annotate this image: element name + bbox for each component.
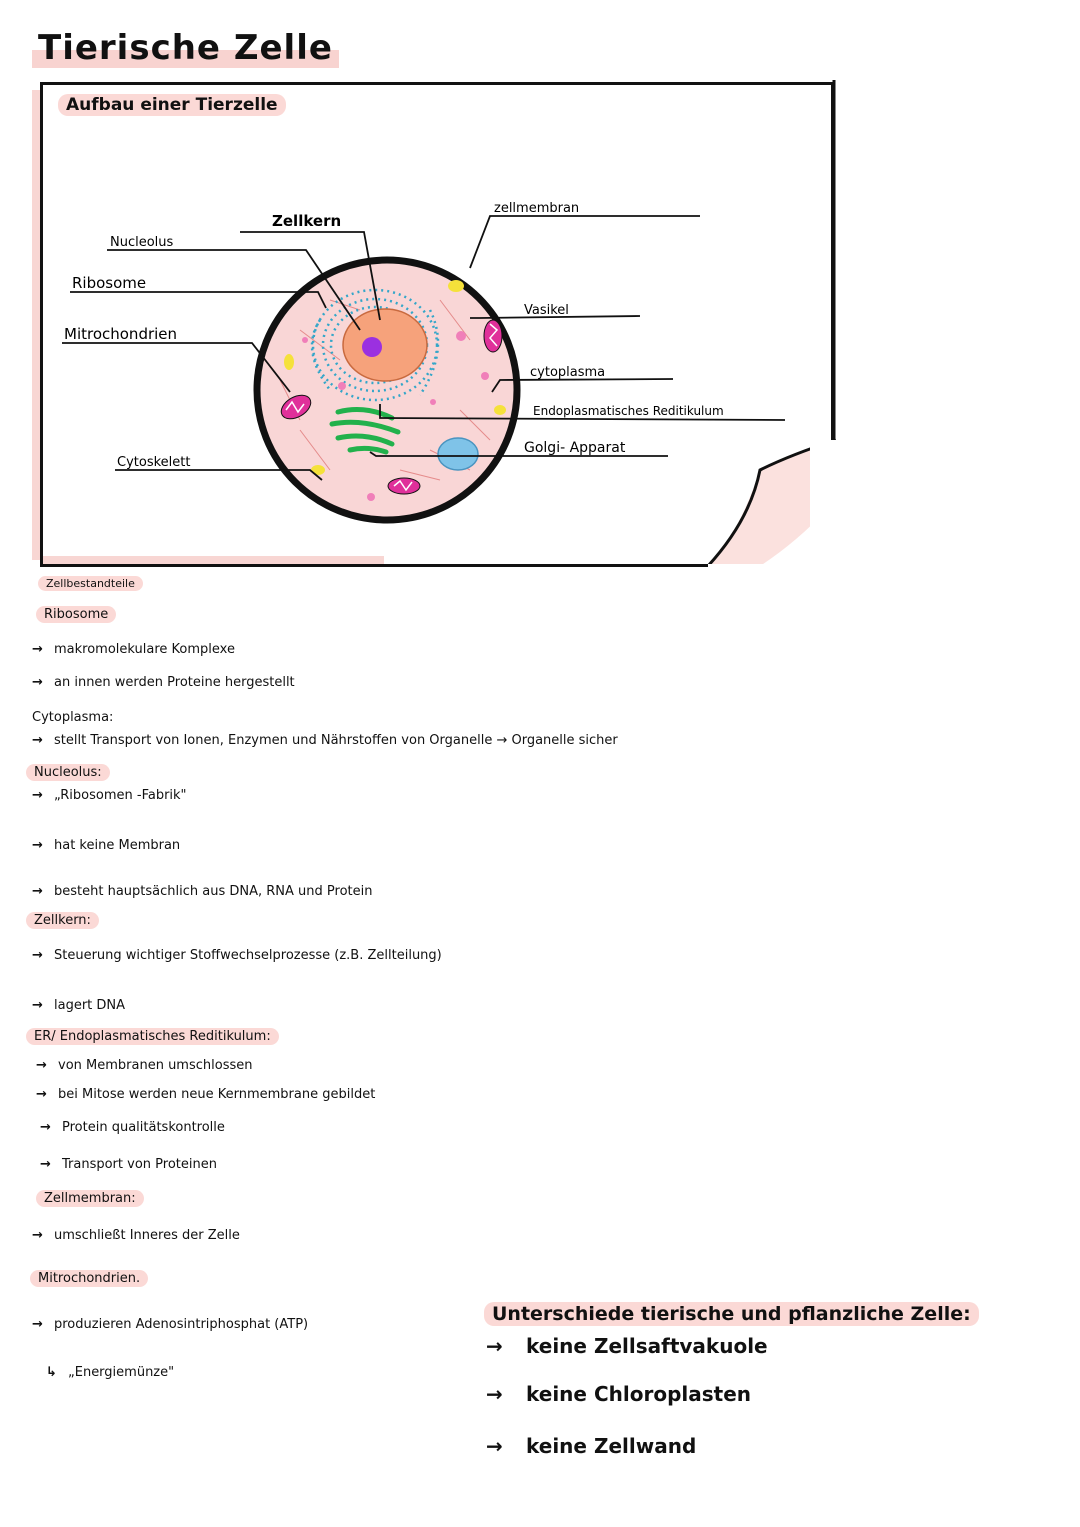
er-line-4: → Transport von Proteinen (40, 1157, 217, 1172)
page-title: Tierische Zelle (32, 28, 339, 68)
arrow-icon: → (36, 1058, 47, 1073)
sub-arrow-icon: ↳ (46, 1365, 57, 1380)
label-vasikel: Vasikel (524, 303, 569, 318)
nucleolus-line-1: → „Ribosomen -Fabrik" (32, 788, 187, 803)
er-line-3: → Protein qualitätskontrolle (40, 1120, 225, 1135)
nucleolus-shape (362, 337, 382, 357)
arrow-icon: → (486, 1434, 503, 1458)
arrow-icon: → (40, 1120, 51, 1135)
cell-membrane-shape (257, 260, 517, 520)
arrow-icon: → (486, 1334, 503, 1358)
label-ribosome: Ribosome (72, 274, 147, 292)
nucleolus-heading: Nucleolus: (26, 764, 110, 781)
er-line-1: → von Membranen umschlossen (36, 1058, 253, 1073)
zellkern-line-2: → lagert DNA (32, 998, 126, 1013)
er-line-2: → bei Mitose werden neue Kernmembrane gebildet (36, 1087, 376, 1102)
label-er: Endoplasmatisches Reditikulum (533, 404, 724, 418)
mitrochondrien-sub: ↳ „Energiemünze" (46, 1365, 175, 1380)
ribosome-line-1: → makromolekulare Komplexe (32, 642, 235, 657)
arrow-icon: → (32, 838, 43, 853)
arrow-icon: → (32, 733, 43, 748)
label-zellkern: Zellkern (272, 212, 342, 230)
differences-heading: Unterschiede tierische und pflanzliche Zelle: (484, 1302, 979, 1326)
label-cytoskelett: Cytoskelett (117, 455, 191, 470)
label-cytoplasma: cytoplasma (530, 365, 606, 380)
arrow-icon: → (36, 1087, 47, 1102)
mitrochondrien-heading: Mitrochondrien. (30, 1270, 148, 1287)
section-heading: Zellbestandteile (38, 576, 143, 591)
arrow-icon: → (32, 642, 43, 657)
difference-item: → keine Chloroplasten (486, 1382, 751, 1406)
arrow-icon: → (40, 1157, 51, 1172)
zellmembran-heading: Zellmembran: (36, 1190, 144, 1207)
arrow-icon: → (32, 1228, 43, 1243)
nucleolus-line-2: → hat keine Membran (32, 838, 181, 853)
difference-item: → keine Zellsaftvakuole (486, 1334, 768, 1358)
arrow-icon: → (32, 675, 43, 690)
zellkern-line-1: → Steuerung wichtiger Stoffwechselprozesse (z.B. Zellteilung) (32, 948, 442, 963)
cytoplasma-line-1: → stellt Transport von Ionen, Enzymen und Nährstoffen von Organelle → Organelle sicher (32, 733, 618, 748)
page-curl-cut (810, 440, 840, 570)
arrow-icon: → (32, 788, 43, 803)
zellkern-heading: Zellkern: (26, 912, 99, 929)
label-nucleolus: Nucleolus (110, 235, 174, 250)
nucleus-shape (343, 309, 427, 381)
nucleolus-line-3: → besteht hauptsächlich aus DNA, RNA und Protein (32, 884, 373, 899)
ribosome-heading: Ribosome (36, 606, 116, 623)
label-golgi: Golgi- Apparat (524, 440, 626, 456)
arrow-icon: → (32, 948, 43, 963)
cell-diagram (0, 0, 1080, 600)
arrow-icon: → (486, 1382, 503, 1406)
mitrochondrien-line-1: → produzieren Adenosintriphosphat (ATP) (32, 1317, 309, 1332)
zellmembran-line-1: → umschließt Inneres der Zelle (32, 1228, 240, 1243)
diagram-caption: Aufbau einer Tierzelle (58, 94, 286, 116)
difference-item: → keine Zellwand (486, 1434, 697, 1458)
label-zellmembran: zellmembran (494, 201, 580, 216)
arrow-icon: → (32, 884, 43, 899)
er-heading: ER/ Endoplasmatisches Reditikulum: (26, 1028, 279, 1045)
arrow-icon: → (32, 1317, 43, 1332)
cytoplasma-heading: Cytoplasma: (32, 710, 114, 725)
vesicle-shape (438, 438, 478, 470)
label-mitrochondrien: Mitrochondrien (64, 325, 178, 343)
ribosome-line-2: → an innen werden Proteine hergestellt (32, 675, 295, 690)
arrow-icon: → (32, 998, 43, 1013)
